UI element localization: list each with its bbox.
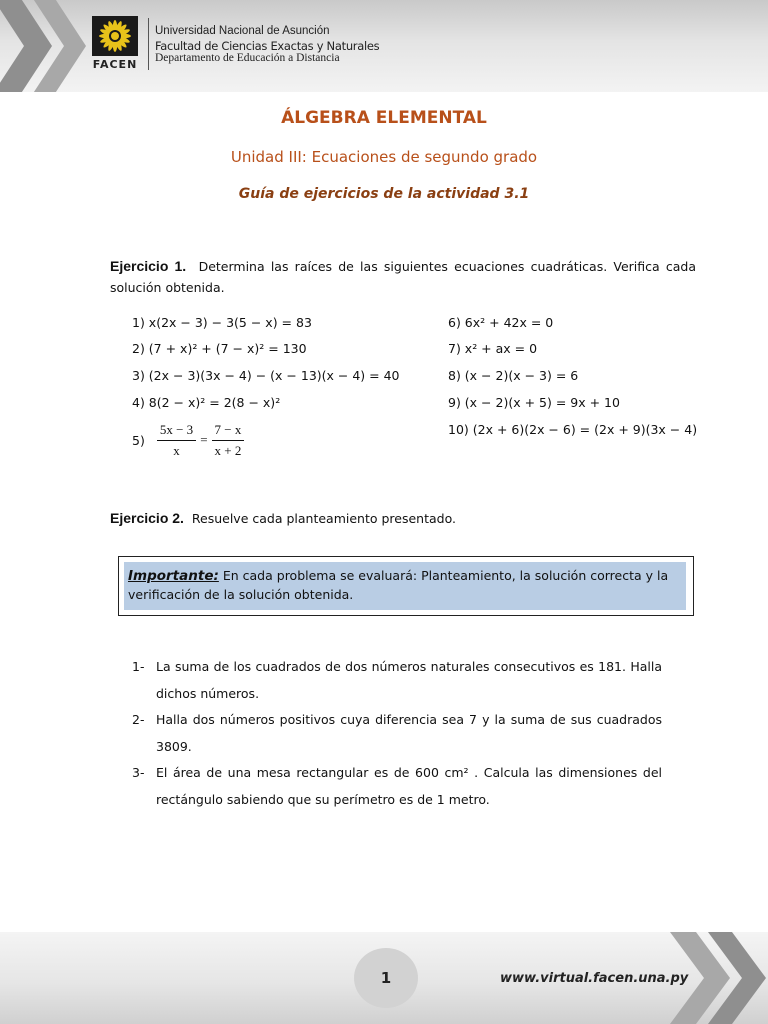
exercise1-text: Determina las raíces de las siguientes ecuaciones cuadráticas. Verifica cada solución obtenida. xyxy=(110,259,697,295)
problem-number: 1- xyxy=(132,659,145,674)
equation-6: 6) 6x² + 42x = 0 xyxy=(448,315,554,330)
page-number: 1 xyxy=(354,948,418,1008)
exercise2-label: Ejercicio 2. xyxy=(110,510,184,526)
logo-wordmark: FACEN xyxy=(92,58,138,71)
faculty-name: Facultad de Ciencias Exactas y Naturales xyxy=(155,39,380,53)
document-title: ÁLGEBRA ELEMENTAL xyxy=(281,108,487,128)
problem-item xyxy=(132,653,662,707)
equation-5-lhs-denominator: x xyxy=(173,442,180,458)
equation-2: 2) (7 + x)² + (7 − x)² = 130 xyxy=(132,341,307,356)
exercise2-instruction xyxy=(110,510,456,526)
footer-url: www.virtual.facen.una.py xyxy=(500,971,689,986)
facen-logo xyxy=(92,16,138,56)
header-divider xyxy=(148,18,149,70)
equation-1: 1) x(2x − 3) − 3(5 − x) = 83 xyxy=(132,315,312,330)
university-name: Universidad Nacional de Asunción xyxy=(155,25,330,37)
equation-9: 9) (x − 2)(x + 5) = 9x + 10 xyxy=(448,395,620,410)
important-label: Importante: xyxy=(128,568,219,584)
important-note-box xyxy=(118,556,694,616)
guide-subtitle: Guía de ejercicios de la actividad 3.1 xyxy=(238,186,530,202)
problem-number: 2- xyxy=(132,712,145,727)
equation-4: 4) 8(2 − x)² = 2(8 − x)² xyxy=(132,395,281,410)
problem-item xyxy=(132,706,662,760)
equation-5-lhs-fraction xyxy=(157,422,196,459)
equation-5-lhs-numerator: 5x − 3 xyxy=(157,422,196,441)
equation-5-equals: = xyxy=(200,432,208,447)
equation-5 xyxy=(132,420,244,460)
equation-3: 3) (2x − 3)(3x − 4) − (x − 13)(x − 4) = 40 xyxy=(132,368,400,383)
problem-text: Halla dos números positivos cuya diferencia sea 7 y la suma de sus cuadrados 3809. xyxy=(156,712,662,754)
important-text: En cada problema se evaluará: Planteamiento, la solución correcta y la verificación de la solución obtenida. xyxy=(128,568,669,602)
equation-5-label: 5) xyxy=(132,432,145,448)
exercise2-text: Resuelve cada planteamiento presentado. xyxy=(191,511,457,526)
equation-5-rhs-numerator: 7 − x xyxy=(212,422,245,441)
problem-number: 3- xyxy=(132,765,145,780)
problem-text: El área de una mesa rectangular es de 600 cm² . Calcula las dimensiones del rectángulo sabiendo que su perímetro es de 1 metro. xyxy=(156,765,662,807)
flower-logo-icon xyxy=(92,16,138,56)
equation-8: 8) (x − 2)(x − 3) = 6 xyxy=(448,368,579,383)
problem-item xyxy=(132,759,662,813)
chevron-decoration-icon xyxy=(0,0,90,92)
equation-5-rhs-fraction xyxy=(212,422,245,459)
equation-7: 7) x² + ax = 0 xyxy=(448,341,538,356)
equation-10: 10) (2x + 6)(2x − 6) = (2x + 9)(3x − 4) xyxy=(448,422,698,437)
problem-text: La suma de los cuadrados de dos números naturales consecutivos es 181. Halla dichos números. xyxy=(156,659,662,701)
department-name: Departamento de Educación a Distancia xyxy=(155,52,340,64)
important-note-content xyxy=(124,562,686,610)
exercise1-instruction xyxy=(110,256,696,298)
exercise1-label: Ejercicio 1. xyxy=(110,258,187,274)
equation-5-rhs-denominator: x + 2 xyxy=(214,442,242,458)
unit-subtitle: Unidad III: Ecuaciones de segundo grado xyxy=(230,148,538,166)
